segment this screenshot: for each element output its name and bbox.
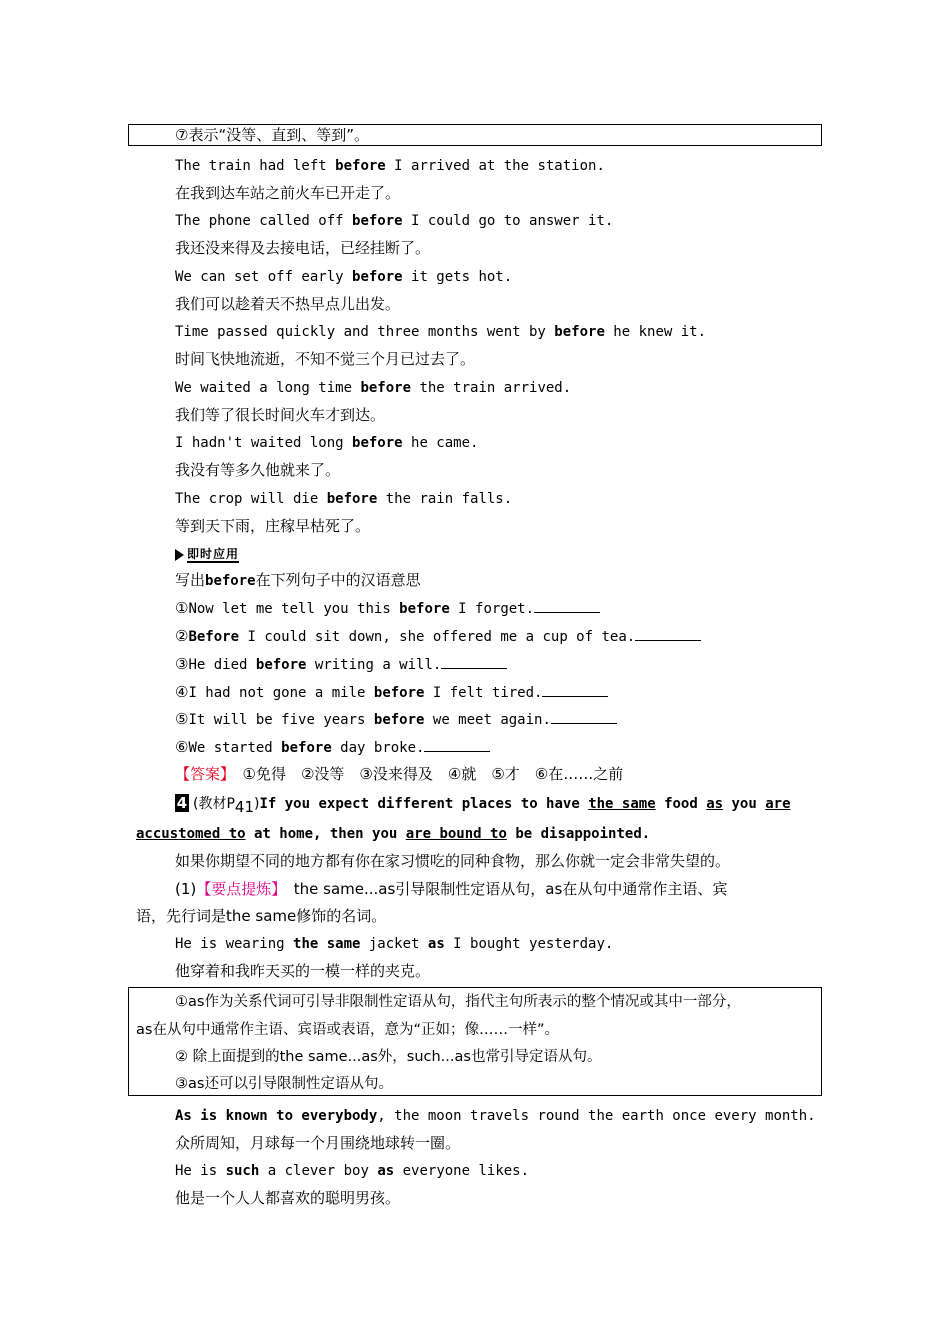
example-en: I hadn't waited long before he came. <box>175 435 479 451</box>
practice-item: ②Before I could sit down, she offered me a cup of tea. <box>175 626 701 647</box>
answer-blank[interactable] <box>542 683 608 697</box>
section-number: 4 <box>176 794 188 812</box>
example-cn: 时间飞快地流逝，不知不觉三个月已过去了。 <box>175 350 476 368</box>
key-point-line-cont: 语，先行词是the same修饰的名词。 <box>136 907 387 925</box>
play-arrow-icon <box>175 549 184 561</box>
note-box-2-line: ①as作为关系代词可引导非限制性定语从句，指代主句所表示的整个情况或其中一部分， <box>175 994 741 1010</box>
practice-item: ⑥We started before day broke. <box>175 737 490 758</box>
example-cn: 众所周知，月球每一个月围绕地球转一圈。 <box>175 1134 461 1152</box>
example-en: We can set off early before it gets hot. <box>175 269 513 285</box>
example-cn: 我还没来得及去接电话，已经挂断了。 <box>175 239 431 257</box>
note-box-2-line: ② 除上面提到的the same...as外，such...as也常引导定语从句。 <box>175 1049 602 1065</box>
example-en: He is such a clever boy as everyone likes. <box>175 1163 530 1179</box>
section-4-sentence-cont: accustomed to at home, then you are bound to be disappointed. <box>136 826 651 842</box>
practice-item: ①Now let me tell you this before I forget. <box>175 598 600 619</box>
example-cn: 我们可以趁着天不热早点儿出发。 <box>175 295 401 313</box>
answer-blank[interactable] <box>424 738 490 752</box>
practice-instruction: 写出before在下列句子中的汉语意思 <box>175 571 421 589</box>
practice-tag: 即时应用 <box>175 544 239 564</box>
section-4-sentence: 4 (教材$P_{41})If$ you expect different places to have the same food as you are <box>176 794 791 816</box>
example-cn: 我们等了很长时间火车才到达。 <box>175 406 386 424</box>
answer-blank[interactable] <box>551 710 617 724</box>
key-point-line: (1)【要点提炼】 the same...as引导限制性定语从句，as在从句中通常作主语、宾 <box>175 880 728 898</box>
example-cn: 在我到达车站之前火车已开走了。 <box>175 184 401 202</box>
note-box-2-line: ③as还可以引导限制性定语从句。 <box>175 1076 393 1092</box>
example-en: The phone called off before I could go to answer it. <box>175 213 614 229</box>
example-cn: 他穿着和我昨天买的一模一样的夹克。 <box>175 962 431 980</box>
note-box-2-line: as在从句中通常作主语、宾语或表语，意为“正如；像……一样”。 <box>136 1022 559 1038</box>
practice-item: ⑤It will be five years before we meet again. <box>175 709 617 730</box>
answer-blank[interactable] <box>534 599 600 613</box>
example-en: He is wearing the same jacket as I bought yesterday. <box>175 936 614 952</box>
example-en: The crop will die before the rain falls. <box>175 491 513 507</box>
example-cn: 等到天下雨，庄稼早枯死了。 <box>175 517 371 535</box>
answer-blank[interactable] <box>635 627 701 641</box>
answer-blank[interactable] <box>441 655 507 669</box>
example-cn: 他是一个人人都喜欢的聪明男孩。 <box>175 1189 401 1207</box>
example-en: As is known to everybody, the moon travels round the earth once every month. <box>175 1108 816 1124</box>
answer-line: 【答案】 ①免得 ②没等 ③没来得及 ④就 ⑤才 ⑥在……之前 <box>175 765 624 783</box>
note-box-1-text: ⑦表示“没等、直到、等到”。 <box>175 126 369 144</box>
example-en: We waited a long time before the train arrived. <box>175 380 572 396</box>
example-cn: 我没有等多久他就来了。 <box>175 461 341 479</box>
practice-item: ③He died before writing a will. <box>175 654 507 675</box>
example-en: The train had left before I arrived at the station. <box>175 158 605 174</box>
example-en: Time passed quickly and three months went by before he knew it. <box>175 324 707 340</box>
section-4-translation: 如果你期望不同的地方都有你在家习惯吃的同种食物，那么你就一定会非常失望的。 <box>175 852 731 870</box>
practice-item: ④I had not gone a mile before I felt tired. <box>175 682 608 703</box>
